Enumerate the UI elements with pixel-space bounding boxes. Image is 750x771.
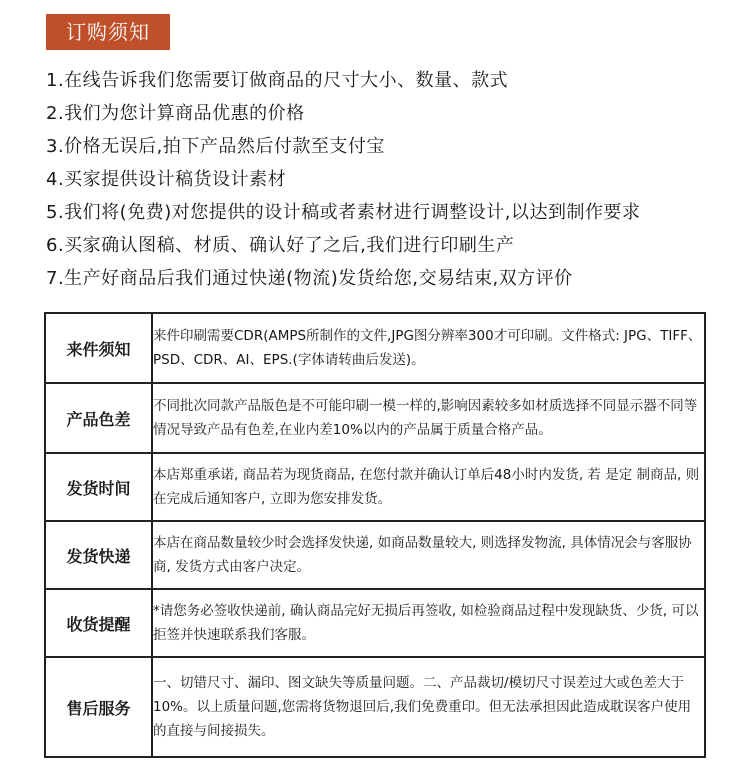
- row-label: 来件须知: [45, 313, 152, 383]
- table-row: [45, 313, 705, 383]
- table-row: [45, 589, 705, 657]
- table-row: [45, 657, 705, 757]
- row-label: 售后服务: [45, 657, 152, 757]
- row-label: 发货时间: [45, 453, 152, 521]
- row-text: 一、切错尺寸、漏印、图文缺失等质量问题。二、产品裁切/模切尺寸误差过大或色差大于10%。以上质量问题,您需将货物退回后,我们免费重印。但无法承担因此造成耽误客户使用的直接与间接损失。: [152, 657, 705, 757]
- table-row: [45, 453, 705, 521]
- row-text: *请您务必签收快递前, 确认商品完好无损后再签收, 如检验商品过程中发现缺货、少货, 可以拒签并快速联系我们客服。: [152, 589, 705, 657]
- row-text: 不同批次同款产品版色是不可能印刷一模一样的,影响因素较多如材质选择不同显示器不同等情况导致产品有色差,在业内差10%以内的产品属于质量合格产品。: [152, 383, 705, 453]
- step-item: 5.我们将(免费)对您提供的设计稿或者素材进行调整设计,以达到制作要求: [46, 202, 641, 223]
- row-text: 来件印刷需要CDR(AMPS所制作的文件,JPG图分辨率300才可印刷。文件格式: JPG、TIFF、PSD、CDR、AI、EPS.(字体请转曲后发送)。: [152, 313, 705, 383]
- row-label: 产品色差: [45, 383, 152, 453]
- section-title: 订购须知: [46, 14, 170, 50]
- row-text: 本店郑重承诺, 商品若为现货商品, 在您付款并确认订单后48小时内发货, 若 是定 制商品, 则在完成后通知客户, 立即为您安排发货。: [152, 453, 705, 521]
- table-row: [45, 521, 705, 589]
- row-label: 收货提醒: [45, 589, 152, 657]
- row-text: 本店在商品数量较少时会选择发快递, 如商品数量较大, 则选择发物流, 具体情况会与客服协商, 发货方式由客户决定。: [152, 521, 705, 589]
- step-item: 2.我们为您计算商品优惠的价格: [46, 103, 305, 124]
- order-steps-list: [46, 64, 726, 295]
- step-item: 7.生产好商品后我们通过快递(物流)发货给您,交易结束,双方评价: [46, 268, 573, 289]
- step-item: 6.买家确认图稿、材质、确认好了之后,我们进行印刷生产: [46, 235, 515, 256]
- row-label: 发货快递: [45, 521, 152, 589]
- step-item: 1.在线告诉我们您需要订做商品的尺寸大小、数量、款式: [46, 70, 509, 91]
- step-item: 4.买家提供设计稿货设计素材: [46, 169, 287, 190]
- info-table: [44, 312, 706, 758]
- step-item: 3.价格无误后,拍下产品然后付款至支付宝: [46, 136, 385, 157]
- table-row: [45, 383, 705, 453]
